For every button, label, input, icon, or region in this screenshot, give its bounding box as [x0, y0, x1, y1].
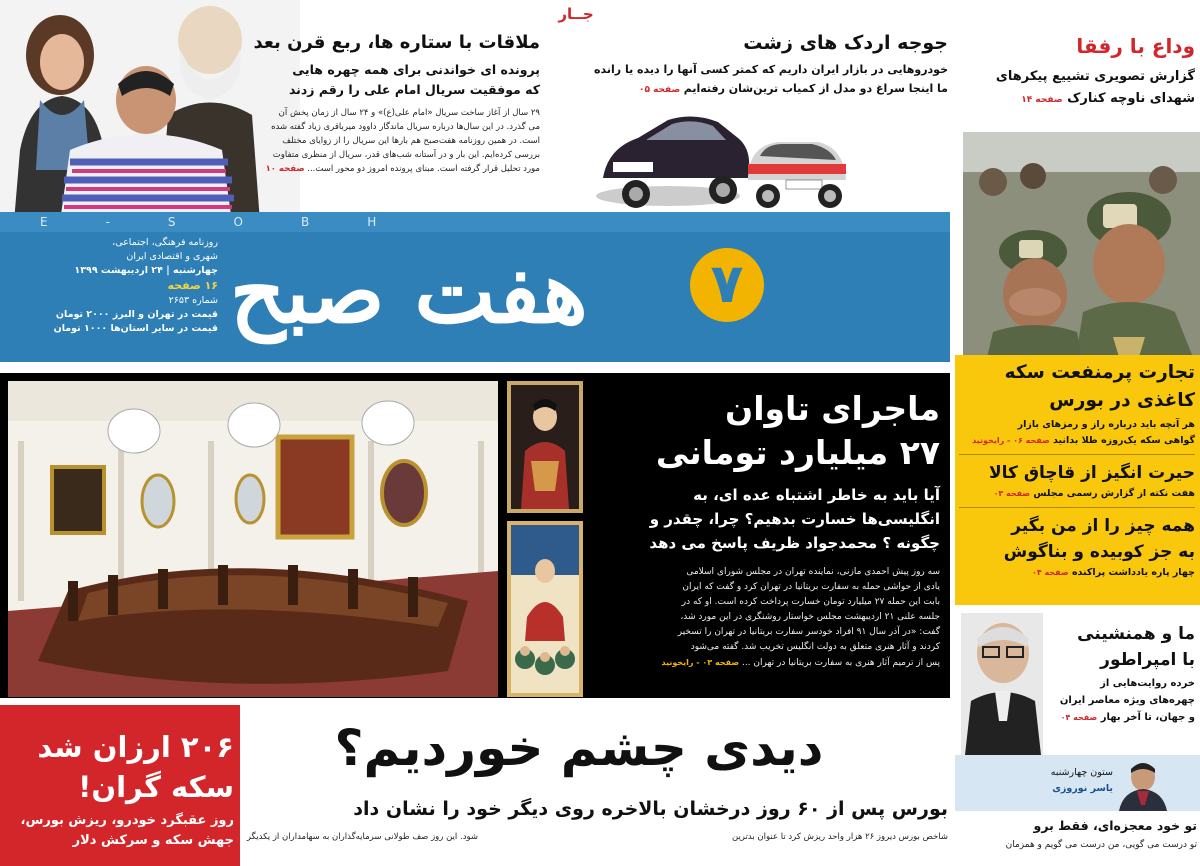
all-page-ref[interactable]: صفحه ۰۴ — [1031, 568, 1069, 577]
farewell-panel — [955, 20, 1200, 375]
masthead-strip: E-SOBH — [0, 212, 950, 232]
yellow-divider — [959, 454, 1195, 455]
smuggling-sub: هفت نکته از گزارش رسمی مجلس — [1033, 488, 1195, 499]
embassy-sub2: انگلیسی‌ها خسارت بدهیم؟ چرا، چقدر و — [649, 510, 940, 528]
embassy-page-ref[interactable]: صفحه ۰۳ - رایخونید — [661, 658, 740, 667]
emperor-sub2: چهره‌های ویژه معاصر ایران — [1059, 695, 1195, 706]
red-sub2: جهش سکه و سرکش دلار — [72, 833, 234, 848]
stars-body-line: ۲۹ سال از آغاز ساخت سریال «امام علی(ع)» و ۲۴ سال از زمان پخش آن — [278, 108, 540, 118]
bourse-col: شاخص بورس دیروز ۲۶ هزار واحد ریزش کرد تا عنوان بدترین — [731, 832, 948, 842]
embassy-sub1: آیا باید به خاطر اشتباه عده ای، به — [693, 486, 940, 504]
all-sub: چهار پاره یادداشت پراکنده — [1071, 567, 1195, 578]
farewell-page-ref[interactable]: صفحه ۱۴ — [1021, 95, 1063, 105]
stars-page-ref[interactable]: صفحه ۱۰ — [265, 164, 305, 174]
ducks-sub1: خودروهایی در بازار ایران داریم که کمتر کسی آنها را دیده یا رانده — [594, 63, 948, 76]
coin-sub1: هر آنچه باید درباره راز و رمزهای بازار — [1017, 419, 1195, 430]
red-title1[interactable]: ۲۰۶ ارزان شد — [37, 730, 234, 764]
stars-sub2: که موفقیت سریال امام علی را رقم زدند — [288, 82, 540, 97]
persian-painting-top — [507, 381, 583, 513]
persian-painting-bottom — [507, 521, 583, 697]
embassy-title2[interactable]: ۲۷ میلیارد تومانی — [655, 433, 940, 472]
embassy-body-line: بابت این حمله ۲۷ میلیارد تومان خسارت پرداخت کرده است. او که در — [681, 597, 940, 607]
stars-body-line: می گذرد. در این سال‌ها درباره سریال ماندگار داوود میرباقری زیاد گفته شده — [271, 122, 540, 132]
embassy-body-line: سه روز پیش احمدی مازنی، نماینده تهران در مجلس شورای اسلامی — [686, 567, 940, 577]
coin-title2[interactable]: کاغذی در بورس — [1049, 390, 1195, 411]
embassy-body-line: کردند و آثار هنری متعلق به دولت انگلیس تخریب شد. گفته می‌شود — [690, 642, 940, 652]
emperor-title1[interactable]: ما و همنشینی — [1077, 624, 1195, 644]
embassy-sub3: چگونه ؟ محمدجواد ظریف پاسخ می دهد — [649, 534, 940, 552]
emperor-sub3: و جهان، تا آخر بهار — [1100, 712, 1195, 723]
farewell-sub1: گزارش تصویری تشییع پیکرهای — [995, 69, 1195, 84]
paper-type: روزنامه فرهنگی، اجتماعی، — [112, 237, 218, 248]
author-photo — [1115, 757, 1171, 811]
all-title2[interactable]: به جز کوبیده و بناگوش — [1003, 542, 1195, 562]
emperor-panel — [955, 605, 1200, 755]
stars-story — [253, 30, 540, 177]
embassy-hall-photo — [8, 381, 498, 697]
ducks-page-ref[interactable]: صفحه ۰۵ — [638, 85, 681, 95]
stars-sub1: پرونده ای خواندنی برای همه چهره هایی — [292, 62, 540, 77]
column-label: ستون چهارشنبه — [1050, 767, 1113, 778]
embassy-body-line: یادی از حواشی حمله به سفارت بریتانیا در تهران کرد و گفت که ایران — [682, 582, 940, 592]
sailors-photo — [963, 132, 1200, 375]
coin-red-panel — [0, 705, 240, 866]
bourse-story — [246, 708, 948, 850]
farewell-title[interactable]: وداع با رفقا — [1076, 34, 1195, 58]
ducks-story — [594, 30, 948, 99]
emperor-page-ref[interactable]: صفحه ۰۴ — [1060, 713, 1098, 722]
embassy-story — [0, 373, 950, 698]
coin-title1[interactable]: تجارت پرمنفعت سکه — [1004, 362, 1195, 383]
paper-price2: قیمت در سایر استان‌ها ۱۰۰۰ تومان — [53, 323, 218, 334]
smuggling-page-ref[interactable]: صفحه ۰۳ — [993, 489, 1031, 498]
jar-label: جــار — [558, 5, 594, 23]
column-title[interactable]: تو خود معجزه‌ای، فقط برو — [1033, 818, 1197, 833]
masthead-info — [8, 236, 218, 336]
stars-body-line: است. در همین روزنامه هفت‌صبح هم بارها این سریال را از زوایای مختلف — [282, 136, 540, 146]
cars-photo — [598, 98, 850, 216]
logo-seven-badge: ۷ — [690, 248, 764, 322]
newspaper-logo[interactable]: هفت صبح — [230, 242, 588, 343]
stars-body-line: مورد تحلیل قرار گرفته است. مبنای پرونده امروز دو محور است... — [307, 164, 540, 174]
bourse-col: شود. این روز صف طولانی سرمایه‌گذاران به سهامداران از یکدیگر — [246, 832, 478, 842]
paper-price1: قیمت در تهران و البرز ۲۰۰۰ تومان — [55, 309, 218, 320]
stars-title[interactable]: ملاقات با ستاره ها، ربع قرن بعد — [253, 32, 540, 53]
bourse-title[interactable]: دیدی چشم خوردیم؟ — [334, 719, 824, 777]
yellow-panel — [955, 355, 1200, 605]
embassy-body-line: جلسه علنی ۲۱ اردیبهشت مجلس خواستار روشنگری در این مورد شد، — [680, 612, 940, 622]
paper-date: چهارشنبه | ۲۴ اردیبهشت ۱۳۹۹ — [74, 265, 218, 276]
paper-issue: شماره ۲۶۵۳ — [168, 295, 218, 306]
coin-page-ref[interactable]: صفحه ۰۶ - رایخونید — [972, 436, 1050, 445]
coin-sub2: گواهی سکه یک‌روزه طلا بدانید — [1053, 435, 1195, 446]
embassy-body-line: گفت: «در آذر سال ۹۱ افراد خودسر سفارت بریتانیا در تهران را تسخیر — [677, 627, 940, 637]
ducks-title[interactable]: جوجه اردک های زشت — [743, 32, 948, 54]
column-author[interactable]: یاسر نوروزی — [1052, 783, 1113, 794]
ducks-sub2: ما اینجا سراغ دو مدل از کمیاب ترین‌شان رفته‌ایم — [683, 82, 948, 95]
emperor-sub1: خرده روایت‌هایی از — [1100, 678, 1195, 689]
smuggling-title[interactable]: حیرت انگیز از قاچاق کالا — [988, 463, 1195, 483]
embassy-body-line: پس از ترمیم آثار هنری به سفارت بریتانیا در تهران ... — [741, 658, 940, 668]
wednesday-column — [955, 755, 1200, 866]
stars-body-line: بررسی کرده‌ایم. این بار و در آستانه شب‌های قدر، سریال از منظری متفاوت — [272, 150, 540, 160]
farewell-sub2: شهدای ناوچه کنارک — [1067, 91, 1195, 106]
yellow-divider — [959, 507, 1195, 508]
jar-badge — [545, 2, 607, 26]
paper-type2: شهری و اقتصادی ایران — [126, 251, 218, 262]
column-body: تو درست می گویی، من درست می گویم و همزمان — [1005, 840, 1197, 850]
paper-pages: ۱۶ صفحه — [167, 279, 218, 292]
red-sub1: روز عقبگرد خودرو، ریزش بورس، — [20, 813, 234, 828]
old-man-photo — [961, 613, 1043, 755]
bourse-sub: بورس پس از ۶۰ روز درخشان بالاخره روی دیگر خود را نشان داد — [353, 798, 948, 820]
all-title1[interactable]: همه چیز را از من بگیر — [1011, 516, 1195, 536]
emperor-title2[interactable]: با امپراطور — [1100, 650, 1195, 670]
embassy-title1[interactable]: ماجرای تاوان — [725, 389, 940, 428]
red-title2[interactable]: سکه گران! — [78, 770, 234, 804]
